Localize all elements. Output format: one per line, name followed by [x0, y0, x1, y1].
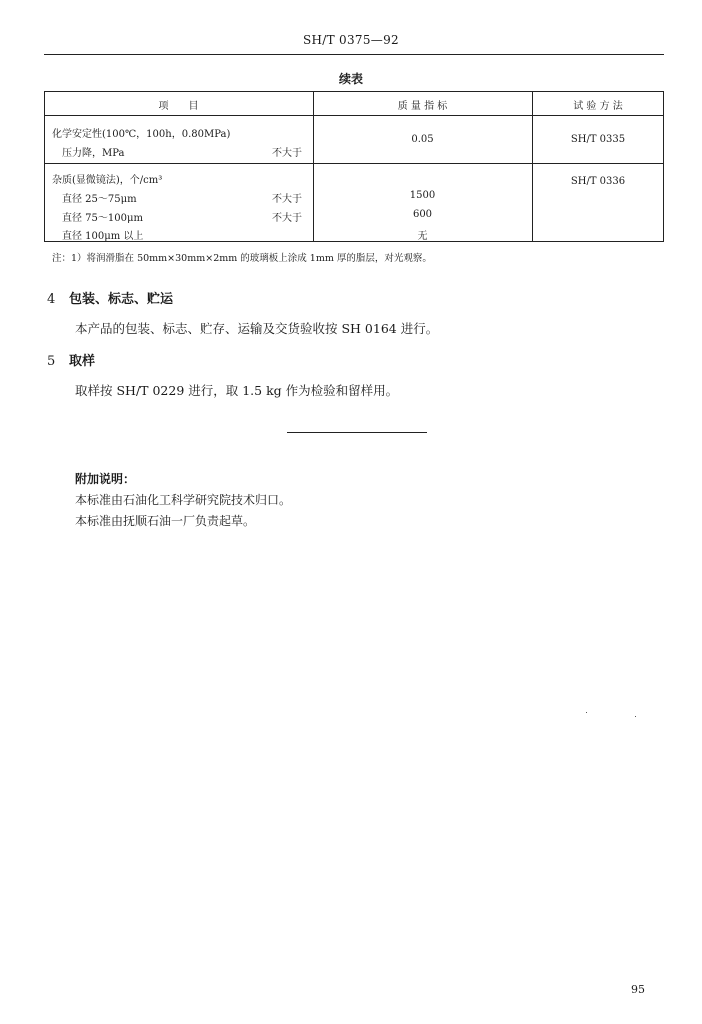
section-5-title: 取样 [69, 354, 96, 369]
table-row-divider [44, 163, 664, 164]
row1-limit: 不大于 [272, 148, 302, 159]
table-note: 注：1）将润滑脂在 50mm×30mm×2mm 的玻璃板上涂成 1mm 厚的脂层，对光观察。 [52, 253, 432, 264]
table-right-border [663, 91, 664, 241]
header-method: 试 验 方 法 [573, 101, 623, 112]
section-5-body: 取样按 SH/T 0229 进行，取 1.5 kg 作为检验和留样用。 [75, 383, 399, 398]
scan-speck [635, 716, 636, 717]
section-5-number: 5 [47, 354, 56, 369]
row2-item: 杂质(显微镜法)，个/cm³ [52, 175, 163, 186]
row2-sub2-limit: 不大于 [272, 213, 302, 224]
row2-sub2-label: 直径 75～100μm [62, 213, 143, 224]
row2-method: SH/T 0336 [570, 176, 626, 187]
row2-sub3-value: 无 [417, 231, 428, 242]
additional-note-line-2: 本标准由抚顺石油一厂负责起草。 [75, 514, 256, 528]
table-continued-title: 续表 [338, 72, 363, 86]
end-of-text-rule [287, 432, 427, 433]
row2-sub1-label: 直径 25～75μm [62, 194, 137, 205]
row1-value: 0.05 [411, 134, 434, 145]
section-4-number: 4 [47, 292, 56, 307]
section-4-heading [47, 288, 173, 307]
standard-code-header: SH/T 0375—92 [303, 33, 399, 47]
header-rule [44, 54, 664, 55]
section-5-heading [47, 350, 95, 369]
scan-speck [586, 712, 587, 713]
section-4-title: 包装、标志、贮运 [69, 292, 174, 307]
page-number: 95 [631, 983, 645, 996]
table-top-rule [44, 91, 664, 92]
row2-sub2-value: 600 [412, 209, 433, 220]
row1-item: 化学安定性(100℃，100h，0.80MPa) [52, 129, 231, 140]
row2-sub1-limit: 不大于 [272, 194, 302, 205]
quality-table [44, 91, 664, 241]
table-header-rule [44, 115, 664, 116]
row2-sub3-label: 直径 100μm 以上 [62, 231, 144, 242]
row1-method: SH/T 0335 [570, 134, 626, 145]
header-quality: 质 量 指 标 [397, 101, 448, 112]
row2-sub1-value: 1500 [409, 190, 436, 201]
section-4-body: 本产品的包装、标志、贮存、运输及交货验收按 SH 0164 进行。 [75, 321, 439, 336]
table-col-divider-2 [532, 91, 533, 241]
header-item: 项 目 [158, 101, 199, 112]
additional-note-line-1: 本标准由石油化工科学研究院技术归口。 [75, 493, 292, 507]
table-left-border [44, 91, 45, 241]
row1-sub-item: 压力降，MPa [62, 148, 125, 159]
additional-notes-title: 附加说明： [75, 472, 136, 486]
